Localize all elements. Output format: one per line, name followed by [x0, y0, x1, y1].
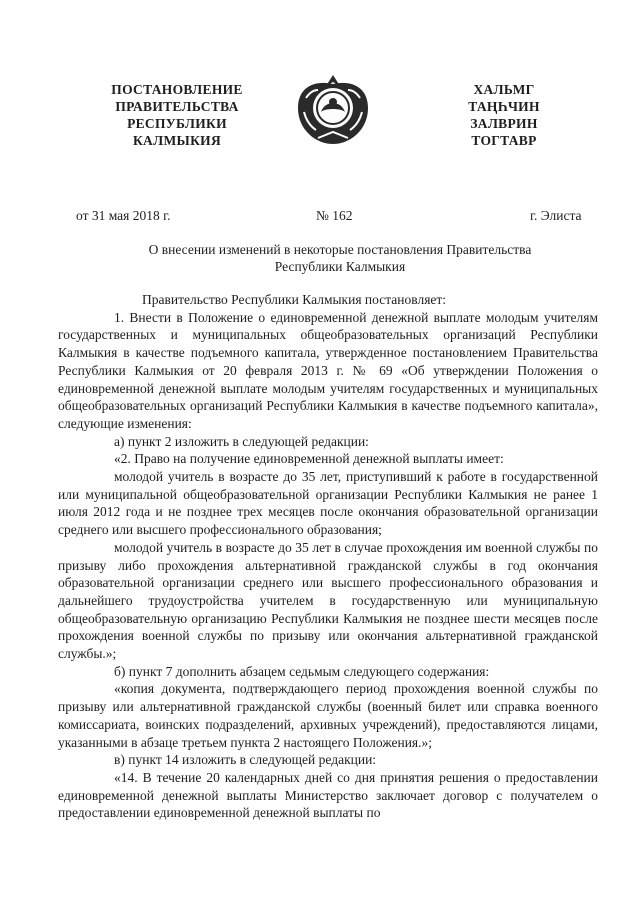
header-left-title [92, 81, 262, 149]
document-body [58, 291, 598, 822]
body-paragraph: «копия документа, подтверждающего период прохождения военной службы по призыву или альтернативной гражданской службы (военный билет или справка военного комиссариата, воинских подразделений, архивных учреждений), предоставляются лицами, указанными в абзаце третьем пункта 2 настоящего Положения.»; [58, 681, 598, 750]
body-paragraph: «2. Право на получение единовременной денежной выплаты имеет: [114, 451, 504, 467]
header-right-line: ХАЛЬМГ [473, 82, 535, 97]
body-paragraph: а) пункт 2 изложить в следующей редакции: [114, 433, 369, 449]
body-paragraph: 1. Внести в Положение о единовременной денежной выплате молодым учителям государственных и муниципальных общеобразовательных организаций Республики Калмыкия в качестве подъемного капитала, утвержденное постановлением Правительства Республики Калмыкия от 20 февраля 2013 г. № 69 «Об утверждении Положения о единовременной денежной выплате молодым учителям государственных и муниципальных общеобразовательных организаций Республики Калмыкия в качестве подъемного капитала», следующие изменения: [58, 309, 598, 431]
body-paragraph: молодой учитель в возрасте до 35 лет, приступивший к работе в государственной или муниципальной общеобразовательной организации Республики Калмыкия не ранее 1 июля 2012 года и не позднее трех месяцев после окончания образовательной организации среднего или высшего профессионального образования; [58, 469, 598, 538]
header-left-line: РЕСПУБЛИКИ [127, 116, 227, 131]
header-right-line: ЗАЛВРИН [470, 116, 538, 131]
body-paragraph: молодой учитель в возрасте до 35 лет в случае прохождения им военной службы по призыву либо прохождения альтернативной гражданской службы в год окончания образовательной организации среднего или высшего профессионального образования и дальнейшего трудоустройства учителем в государственную или муниципальную общеобразовательную организацию Республики Калмыкия не позднее шести месяцев после прохождения военной службы по призыву или окончания альтернативной гражданской службы.»; [58, 539, 598, 662]
body-paragraph: «14. В течение 20 календарных дней со дня принятия решения о предоставлении единовременной денежной выплаты Министерство заключает договор с получателем о предоставлении единовременной денежной выплаты по [58, 769, 598, 821]
document-city: г. Элиста [530, 208, 582, 223]
body-paragraph: б) пункт 7 дополнить абзацем седьмым следующего содержания: [114, 663, 490, 679]
title-line: О внесении изменений в некоторые постановления Правительства [148, 242, 532, 257]
document-title [90, 241, 590, 275]
header-right-line: ТОГТАВР [471, 133, 537, 148]
header-right-title [448, 81, 560, 149]
body-paragraph: в) пункт 14 изложить в следующей редакции: [114, 752, 377, 768]
title-line: Республики Калмыкия [274, 259, 406, 274]
header-left-line: ПОСТАНОВЛЕНИЕ [111, 82, 243, 97]
header-left-line: ПРАВИТЕЛЬСТВА [115, 99, 239, 114]
header-left-line: КАЛМЫКИЯ [132, 133, 222, 148]
header-right-line: ТАҢҺЧИН [468, 99, 540, 114]
body-paragraph: Правительство Республики Калмыкия постановляет: [142, 292, 447, 307]
document-number: № 162 [316, 208, 353, 223]
emblem-icon [288, 72, 378, 148]
document-date: от 31 мая 2018 г. [76, 208, 171, 223]
